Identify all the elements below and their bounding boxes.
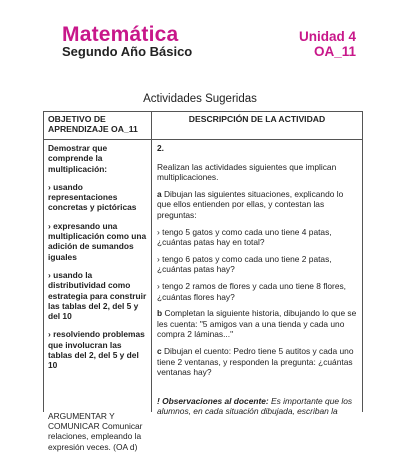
activity-c-label: c — [157, 345, 162, 356]
header-objective-text: OBJETIVO DE APRENDIZAJE OA_11 — [48, 114, 138, 134]
activity-c-text: Dibujan el cuento: Pedro tiene 5 autitos y cada uno tiene 2 ventanas, y responden la pregunta: ¿cuántas ventanas hay? — [157, 345, 354, 378]
objective-item: › usando la distributividad como estrategia para construir las tablas del 2, del 5 y del 10 — [48, 269, 147, 322]
activity-b — [157, 308, 357, 340]
teacher-note-text: Es importante que los alumnos, en cada situación dibujada, escriban la — [157, 395, 353, 417]
activity-number: 2. — [157, 143, 164, 153]
objective-item: › usando representaciones concretas y pictóricas — [48, 181, 137, 213]
skill-block — [48, 411, 148, 452]
teacher-note — [157, 396, 357, 417]
objective-intro: Demostrar que comprende la multiplicación: — [48, 143, 108, 174]
header-cell-objective — [44, 112, 152, 140]
activity-a-label: a — [157, 188, 162, 199]
skill-text: Comunicar relaciones, empleando la expresión veces. (OA d) — [48, 420, 143, 452]
activity-a-text: Dibujan las siguientes situaciones, explicando lo que ellos entienden por ellas, y contestan las preguntas: — [157, 188, 344, 220]
activity-b-text: Completan la siguiente historia, dibujando lo que se les cuenta: "5 amigos van a una tienda y cada uno compra 2 láminas..." — [157, 308, 357, 340]
activity-bullet: › tengo 6 patos y como cada uno tiene 2 patas, ¿cuántas patas hay? — [157, 253, 332, 275]
activity-bullet: › tengo 2 ramos de flores y cada uno tiene 8 flores, ¿cuántas flores hay? — [157, 280, 347, 302]
grade-subtitle: Segundo Año Básico — [62, 44, 193, 59]
header-cell-description — [152, 112, 362, 140]
objective-item: › resolviendo problemas que involucran las tablas del 2, del 5 y del 10 — [48, 329, 145, 371]
activity-bullet: › tengo 5 gatos y como cada uno tiene 4 patas, ¿cuántas patas hay en total? — [157, 226, 332, 248]
header-description-text: DESCRIPCIÓN DE LA ACTIVIDAD — [188, 114, 326, 124]
activity-instruction: Realizan las actividades siguientes que implican multiplicaciones. — [157, 161, 337, 183]
activity-c — [157, 346, 357, 378]
section-title: Actividades Sugeridas — [143, 93, 257, 105]
description-column — [157, 143, 357, 423]
skill-title: ARGUMENTAR Y COMUNICAR — [48, 410, 115, 431]
objective-item: › expresando una multiplicación como una adición de sumandos iguales — [48, 220, 147, 262]
teacher-note-label: ! Observaciones al docente: — [157, 395, 269, 406]
objective-column — [48, 143, 148, 452]
unit-label: Unidad 4 — [298, 29, 356, 44]
oa-label: OA_11 — [313, 44, 356, 59]
activity-b-label: b — [157, 308, 163, 319]
activities-table — [43, 111, 363, 452]
column-divider — [151, 140, 152, 412]
activity-a — [157, 189, 357, 221]
subject-title: Matemática — [62, 23, 179, 46]
